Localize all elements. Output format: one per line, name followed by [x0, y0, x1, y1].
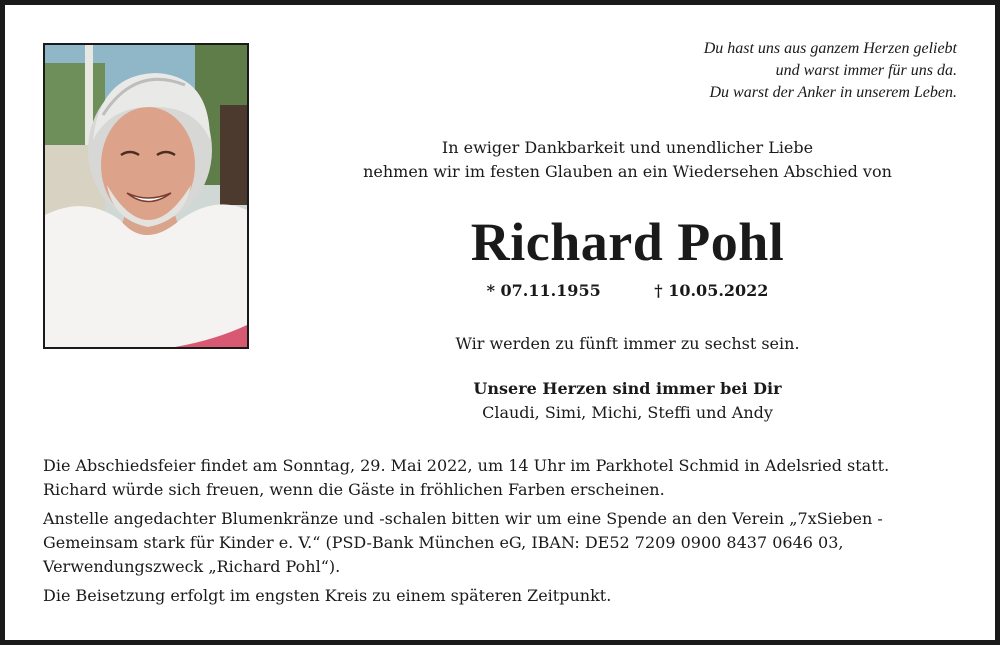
- donation-line: Anstelle angedachter Blumenkränze und -schalen bitten wir um eine Spende an den Verein „7xSieben -: [43, 509, 883, 528]
- family-heading: Unsere Herzen sind immer bei Dir: [473, 379, 782, 398]
- ceremony-paragraph: [43, 454, 968, 502]
- donation-line: Verwendungszweck „Richard Pohl“).: [43, 557, 341, 576]
- deceased-name: Richard Pohl: [470, 212, 785, 272]
- intro-line: nehmen wir im festen Glauben an ein Wiedersehen Abschied von: [363, 162, 892, 181]
- family-signature: [295, 377, 960, 425]
- intro-line: In ewiger Dankbarkeit und unendlicher Liebe: [441, 138, 814, 157]
- ceremony-line: Die Abschiedsfeier findet am Sonntag, 29. Mai 2022, um 14 Uhr im Parkhotel Schmid in Adelsried statt.: [43, 456, 890, 475]
- family-motto: Wir werden zu fünft immer zu sechst sein.: [455, 334, 800, 353]
- life-dates: [295, 280, 960, 302]
- memorial-quote: [537, 38, 957, 104]
- quote-line: Du warst der Anker in unserem Leben.: [709, 84, 957, 101]
- donation-line: Gemeinsam stark für Kinder e. V.“ (PSD-Bank München eG, IBAN: DE52 7209 0900 8437 0646 03,: [43, 533, 844, 552]
- quote-line: Du hast uns aus ganzem Herzen geliebt: [703, 40, 957, 57]
- birth-date: * 07.11.1955: [486, 281, 601, 300]
- ceremony-line: Richard würde sich freuen, wenn die Gäste in fröhlichen Farben erscheinen.: [43, 480, 665, 499]
- burial-paragraph: Die Beisetzung erfolgt im engsten Kreis zu einem späteren Zeitpunkt.: [43, 586, 612, 605]
- portrait-photo: [43, 43, 249, 349]
- quote-line: und warst immer für uns da.: [775, 62, 957, 79]
- death-date: † 10.05.2022: [654, 281, 769, 300]
- farewell-intro: [295, 136, 960, 184]
- ceremony-details: [43, 454, 968, 613]
- family-names: Claudi, Simi, Michi, Steffi und Andy: [482, 403, 773, 422]
- donation-paragraph: [43, 507, 968, 579]
